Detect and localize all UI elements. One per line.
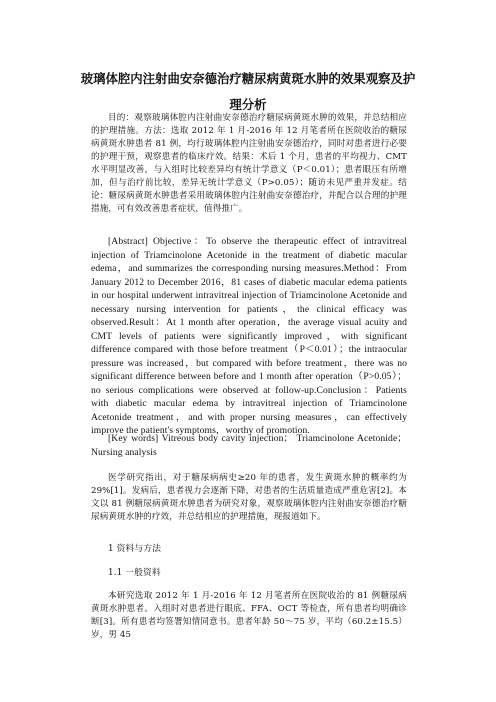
section-heading-1-1: 1.1 一般资料 (108, 568, 161, 578)
general-data-paragraph: 本研究选取 2012 年 1 月-2016 年 12 月笔者所在医院收治的 81 例糖尿病黄斑水肿患者。入组时对患者进行眼底、FFA、OCT 等检查，所有患者均明确诊断[3]。所有患者均签署知情同意书。患者年龄 50～75 岁，平均（60.2±15.5）岁，男 45 (91, 591, 407, 640)
keywords: [Key words] Vitreous body cavity injection； Triamcinolone Acetonide； Nursing analysis (91, 433, 407, 458)
section-heading-1: 1 资料与方法 (108, 544, 162, 554)
introduction-paragraph: 医学研究指出，对于糖尿病病史≥20 年的患者，发生黄斑水肿的概率约为 29%[1]。发病后，患者视力会逐渐下降，对患者的生活质量造成严重危害[2]。本文以 81 例糖尿病黄斑水肿患者为研究对象，观察玻璃体腔内注射曲安奈德治疗糖尿病黄斑水肿的疗效，并总结相应的护理措施，现报道如下。 (91, 473, 407, 522)
abstract-english: [Abstract] Objective：To observe the therapeutic effect of intravitreal injection of Triamcinolone Acetonide in the treatment of diabetic macular edema，and summarizes the corresponding nursing measures.Method：From January 2012 to December 2016，81 cases of diabetic macular edema patients in our hospital underwent intravitreal injection of Triamcinolone Acetonide and necessary nursing intervention for patients，the clinical efficacy was observed.Result：At 1 month after operation，the average visual acuity and CMT levels of patients were significantly improved，with significant difference compared with those before treatment（P＜0.01）；the intraocular pressure was increased，but compared with before treatment，there was no significant difference between before and 1 month after operation（P>0.05）；no serious complications were observed at follow-up.Conclusion：Patients with diabetic macular edema by intravitreal injection of Triamcinolone Acetonide treatment，and with proper nursing measures，can effectively improve the patient's symptoms，worthy of promotion. (91, 236, 407, 436)
abstract-chinese: 目的：观察玻璃体腔内注射曲安奈德治疗糖尿病黄斑水肿的效果，并总结相应的护理措施。方法：选取 2012 年 1 月-2016 年 12 月笔者所在医院收治的糖尿病黄斑水肿患者 81 例，均行玻璃体腔内注射曲安奈德治疗，同时对患者进行必要的护理干预，观察患者的临床疗效。结果：术后 1 个月，患者的平均视力、CMT 水平明显改善，与入组时比较差异均有统计学意义（P＜0.01）；患者眼压有所增加，但与治疗前比较，差异无统计学意义（P>0.05）；随访未见严重并发症。结论：糖尿病黄斑水肿患者采用玻璃体腔内注射曲安奈德治疗，并配合以合理的护理措施，可有效改善患者症状，值得推广。 (91, 113, 407, 214)
document-title: 玻璃体腔内注射曲安奈德治疗糖尿病黄斑水肿的效果观察及护理分析 (80, 71, 416, 112)
